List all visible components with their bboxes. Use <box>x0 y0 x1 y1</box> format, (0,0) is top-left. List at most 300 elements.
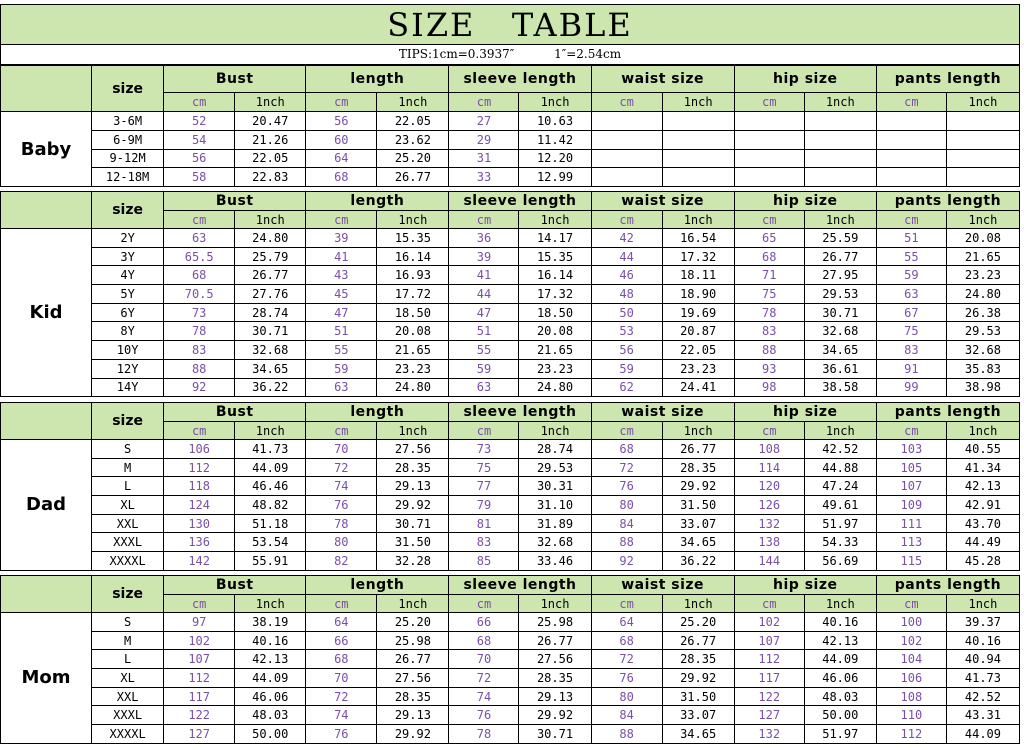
measure-cm-cell: 92 <box>164 378 235 397</box>
measure-inch-cell: 48.03 <box>235 706 306 725</box>
measure-cm-cell: 93 <box>734 359 804 378</box>
measure-cm-cell: 102 <box>734 613 804 632</box>
measure-inch-cell <box>804 130 876 149</box>
size-column-header: size <box>92 576 164 613</box>
measure-cm-cell: 83 <box>449 533 519 552</box>
size-cell: S <box>92 613 164 632</box>
unit-inch-label: 1nch <box>235 211 306 229</box>
measure-inch-cell: 44.49 <box>946 533 1019 552</box>
measure-cm-cell: 80 <box>591 496 662 515</box>
measure-inch-cell: 17.32 <box>662 247 734 266</box>
measure-inch-cell: 29.53 <box>804 285 876 304</box>
size-cell: L <box>92 477 164 496</box>
measure-inch-cell <box>804 112 876 131</box>
measure-inch-cell: 22.05 <box>235 149 306 168</box>
measure-cm-cell: 78 <box>734 303 804 322</box>
measure-inch-cell: 28.35 <box>662 650 734 669</box>
measure-inch-cell: 39.37 <box>946 613 1019 632</box>
measure-cm-cell: 66 <box>449 613 519 632</box>
measure-cm-cell <box>876 168 946 187</box>
unit-inch-label: 1nch <box>519 422 591 440</box>
measure-inch-cell: 38.98 <box>946 378 1019 397</box>
measure-cm-cell: 122 <box>164 706 235 725</box>
measure-inch-cell: 34.65 <box>235 359 306 378</box>
table-row <box>1 477 1020 496</box>
unit-cm-label: cm <box>734 93 804 112</box>
measure-cm-cell: 100 <box>876 613 946 632</box>
measure-inch-cell: 44.09 <box>235 669 306 688</box>
measure-inch-cell: 34.65 <box>662 533 734 552</box>
measure-cm-cell: 63 <box>449 378 519 397</box>
measure-cm-cell: 118 <box>164 477 235 496</box>
measure-header: waist size <box>591 192 734 211</box>
table-row <box>1 669 1020 688</box>
unit-inch-label: 1nch <box>235 93 306 112</box>
measure-inch-cell: 33.46 <box>519 552 591 571</box>
unit-inch-label: 1nch <box>662 422 734 440</box>
measure-header: sleeve length <box>449 403 591 422</box>
header-corner <box>1 576 92 613</box>
measure-inch-cell: 32.28 <box>377 552 449 571</box>
measure-cm-cell: 46 <box>591 266 662 285</box>
measure-inch-cell: 20.08 <box>377 322 449 341</box>
measure-inch-cell: 31.50 <box>377 533 449 552</box>
measure-inch-cell: 51.97 <box>804 514 876 533</box>
measure-inch-cell: 23.23 <box>377 359 449 378</box>
measure-cm-cell: 39 <box>306 229 377 248</box>
measure-inch-cell: 25.20 <box>377 613 449 632</box>
measure-cm-cell: 74 <box>306 706 377 725</box>
measure-cm-cell: 63 <box>306 378 377 397</box>
measure-inch-cell: 26.77 <box>519 631 591 650</box>
measure-inch-cell: 28.35 <box>519 669 591 688</box>
unit-cm-label: cm <box>164 93 235 112</box>
measure-cm-cell: 106 <box>164 440 235 459</box>
measure-cm-cell: 51 <box>449 322 519 341</box>
measure-cm-cell: 99 <box>876 378 946 397</box>
measure-inch-cell: 31.50 <box>662 687 734 706</box>
measure-cm-cell: 82 <box>306 552 377 571</box>
measure-inch-cell: 29.13 <box>377 706 449 725</box>
measure-inch-cell: 22.83 <box>235 168 306 187</box>
section-mom <box>0 575 1020 744</box>
unit-cm-label: cm <box>449 595 519 613</box>
measure-inch-cell: 25.20 <box>662 613 734 632</box>
size-cell: 5Y <box>92 285 164 304</box>
measure-cm-cell: 70 <box>306 669 377 688</box>
measure-cm-cell: 53 <box>591 322 662 341</box>
size-cell: 4Y <box>92 266 164 285</box>
measure-inch-cell: 46.06 <box>235 687 306 706</box>
measure-cm-cell: 132 <box>734 725 804 744</box>
unit-inch-label: 1nch <box>946 422 1019 440</box>
measure-inch-cell: 22.05 <box>662 341 734 360</box>
measure-inch-cell: 23.23 <box>519 359 591 378</box>
unit-cm-label: cm <box>306 595 377 613</box>
measure-inch-cell: 56.69 <box>804 552 876 571</box>
measure-cm-cell: 39 <box>449 247 519 266</box>
measure-cm-cell: 85 <box>449 552 519 571</box>
size-cell: 6-9M <box>92 130 164 149</box>
group-header-row <box>1 403 1020 422</box>
measure-inch-cell: 44.09 <box>804 650 876 669</box>
measure-inch-cell: 20.08 <box>519 322 591 341</box>
measure-cm-cell: 64 <box>306 613 377 632</box>
table-row <box>1 341 1020 360</box>
measure-inch-cell: 27.95 <box>804 266 876 285</box>
measure-cm-cell: 66 <box>306 631 377 650</box>
measure-inch-cell: 23.23 <box>946 266 1019 285</box>
measure-inch-cell: 14.17 <box>519 229 591 248</box>
measure-inch-cell: 46.46 <box>235 477 306 496</box>
measure-cm-cell: 72 <box>449 669 519 688</box>
measure-inch-cell: 26.38 <box>946 303 1019 322</box>
size-cell: 3-6M <box>92 112 164 131</box>
measure-inch-cell: 31.50 <box>662 496 734 515</box>
measure-inch-cell: 23.62 <box>377 130 449 149</box>
measure-inch-cell: 29.92 <box>377 725 449 744</box>
measure-cm-cell: 88 <box>164 359 235 378</box>
measure-cm-cell: 68 <box>591 631 662 650</box>
unit-cm-label: cm <box>306 422 377 440</box>
measure-cm-cell: 83 <box>164 341 235 360</box>
unit-cm-label: cm <box>449 422 519 440</box>
measure-cm-cell: 80 <box>591 687 662 706</box>
measure-inch-cell: 41.34 <box>946 458 1019 477</box>
measure-cm-cell: 112 <box>734 650 804 669</box>
size-column-header: size <box>92 66 164 112</box>
conversion-tips <box>0 45 1020 65</box>
measure-cm-cell: 130 <box>164 514 235 533</box>
measure-cm-cell: 111 <box>876 514 946 533</box>
measure-inch-cell: 26.77 <box>377 168 449 187</box>
measure-cm-cell: 76 <box>449 706 519 725</box>
measure-inch-cell: 30.71 <box>804 303 876 322</box>
measure-header: waist size <box>591 576 734 595</box>
measure-cm-cell <box>591 130 662 149</box>
unit-cm-label: cm <box>306 93 377 112</box>
measure-cm-cell: 73 <box>449 440 519 459</box>
measure-inch-cell: 19.69 <box>662 303 734 322</box>
measure-cm-cell: 33 <box>449 168 519 187</box>
size-cell: 9-12M <box>92 149 164 168</box>
measure-inch-cell: 15.35 <box>519 247 591 266</box>
measure-cm-cell: 65.5 <box>164 247 235 266</box>
size-cell: 3Y <box>92 247 164 266</box>
size-cell: 14Y <box>92 378 164 397</box>
measure-cm-cell: 56 <box>164 149 235 168</box>
measure-inch-cell: 55.91 <box>235 552 306 571</box>
measure-inch-cell: 36.61 <box>804 359 876 378</box>
measure-cm-cell: 70 <box>306 440 377 459</box>
measure-cm-cell <box>591 149 662 168</box>
measure-cm-cell <box>591 168 662 187</box>
table-row <box>1 266 1020 285</box>
unit-cm-label: cm <box>306 211 377 229</box>
measure-inch-cell: 45.28 <box>946 552 1019 571</box>
measure-inch-cell: 27.56 <box>377 440 449 459</box>
measure-inch-cell: 17.72 <box>377 285 449 304</box>
measure-inch-cell: 35.83 <box>946 359 1019 378</box>
measure-inch-cell: 28.35 <box>377 687 449 706</box>
measure-inch-cell: 38.19 <box>235 613 306 632</box>
measure-cm-cell: 127 <box>734 706 804 725</box>
measure-cm-cell: 88 <box>734 341 804 360</box>
measure-inch-cell <box>946 168 1019 187</box>
unit-inch-label: 1nch <box>804 595 876 613</box>
measure-inch-cell: 17.32 <box>519 285 591 304</box>
page-title: SIZE TABLE <box>0 4 1020 45</box>
measure-inch-cell: 40.16 <box>235 631 306 650</box>
size-cell: XXXL <box>92 706 164 725</box>
measure-cm-cell: 51 <box>876 229 946 248</box>
measure-inch-cell: 32.68 <box>804 322 876 341</box>
measure-cm-cell: 56 <box>591 341 662 360</box>
measure-cm-cell: 108 <box>876 687 946 706</box>
measure-inch-cell: 27.56 <box>519 650 591 669</box>
measure-cm-cell: 41 <box>449 266 519 285</box>
measure-inch-cell: 21.26 <box>235 130 306 149</box>
measure-inch-cell: 25.59 <box>804 229 876 248</box>
measure-cm-cell: 45 <box>306 285 377 304</box>
measure-header: length <box>306 192 449 211</box>
measure-cm-cell: 76 <box>306 725 377 744</box>
unit-inch-label: 1nch <box>804 422 876 440</box>
measure-cm-cell: 76 <box>591 477 662 496</box>
measure-inch-cell: 54.33 <box>804 533 876 552</box>
measure-cm-cell: 72 <box>306 458 377 477</box>
measure-cm-cell: 109 <box>876 496 946 515</box>
table-row <box>1 613 1020 632</box>
measure-cm-cell: 59 <box>306 359 377 378</box>
measure-inch-cell: 40.16 <box>804 613 876 632</box>
measure-cm-cell: 84 <box>591 514 662 533</box>
table-row <box>1 725 1020 744</box>
measure-cm-cell: 107 <box>876 477 946 496</box>
unit-inch-label: 1nch <box>946 595 1019 613</box>
measure-inch-cell: 44.09 <box>235 458 306 477</box>
table-row <box>1 514 1020 533</box>
measure-cm-cell: 70.5 <box>164 285 235 304</box>
table-row <box>1 496 1020 515</box>
measure-cm-cell: 70 <box>449 650 519 669</box>
unit-inch-label: 1nch <box>519 595 591 613</box>
measure-inch-cell: 43.31 <box>946 706 1019 725</box>
unit-inch-label: 1nch <box>662 93 734 112</box>
measure-cm-cell: 68 <box>306 168 377 187</box>
measure-cm-cell: 102 <box>164 631 235 650</box>
measure-inch-cell: 12.20 <box>519 149 591 168</box>
unit-inch-label: 1nch <box>804 93 876 112</box>
measure-inch-cell: 42.13 <box>946 477 1019 496</box>
measure-inch-cell: 30.31 <box>519 477 591 496</box>
unit-cm-label: cm <box>591 422 662 440</box>
measure-inch-cell: 42.13 <box>804 631 876 650</box>
unit-inch-label: 1nch <box>662 595 734 613</box>
category-label: Mom <box>1 613 92 744</box>
measure-cm-cell: 41 <box>306 247 377 266</box>
measure-header: hip size <box>734 576 876 595</box>
measure-header: Bust <box>164 66 306 93</box>
measure-inch-cell: 32.68 <box>946 341 1019 360</box>
measure-inch-cell: 24.80 <box>519 378 591 397</box>
measure-cm-cell: 68 <box>449 631 519 650</box>
size-cell: M <box>92 458 164 477</box>
measure-cm-cell: 54 <box>164 130 235 149</box>
group-header-row <box>1 192 1020 211</box>
measure-inch-cell: 26.77 <box>377 650 449 669</box>
measure-header: waist size <box>591 403 734 422</box>
size-cell: 12Y <box>92 359 164 378</box>
measure-inch-cell: 23.23 <box>662 359 734 378</box>
measure-inch-cell: 29.13 <box>377 477 449 496</box>
measure-inch-cell: 32.68 <box>519 533 591 552</box>
header-corner <box>1 192 92 229</box>
unit-inch-label: 1nch <box>235 595 306 613</box>
measure-header: pants length <box>876 66 1019 93</box>
measure-cm-cell: 127 <box>164 725 235 744</box>
measure-inch-cell: 16.54 <box>662 229 734 248</box>
measure-cm-cell: 144 <box>734 552 804 571</box>
unit-cm-label: cm <box>591 211 662 229</box>
measure-cm-cell: 98 <box>734 378 804 397</box>
measure-cm-cell: 64 <box>306 149 377 168</box>
measure-cm-cell: 88 <box>591 533 662 552</box>
measure-cm-cell <box>876 112 946 131</box>
measure-cm-cell: 107 <box>734 631 804 650</box>
tips-inch-to-cm: 1″=2.54cm <box>554 47 622 61</box>
measure-inch-cell: 28.74 <box>519 440 591 459</box>
unit-inch-label: 1nch <box>946 93 1019 112</box>
measure-inch-cell: 15.35 <box>377 229 449 248</box>
measure-header: length <box>306 66 449 93</box>
measure-inch-cell: 44.88 <box>804 458 876 477</box>
unit-cm-label: cm <box>734 422 804 440</box>
measure-inch-cell: 30.71 <box>377 514 449 533</box>
size-cell: XXL <box>92 687 164 706</box>
unit-cm-label: cm <box>164 422 235 440</box>
measure-inch-cell: 28.74 <box>235 303 306 322</box>
size-cell: XL <box>92 496 164 515</box>
measure-cm-cell: 120 <box>734 477 804 496</box>
measure-inch-cell: 33.07 <box>662 514 734 533</box>
measure-inch-cell: 29.92 <box>662 477 734 496</box>
unit-cm-label: cm <box>449 93 519 112</box>
measure-inch-cell: 31.89 <box>519 514 591 533</box>
size-cell: M <box>92 631 164 650</box>
measure-cm-cell: 122 <box>734 687 804 706</box>
measure-inch-cell <box>946 149 1019 168</box>
unit-cm-label: cm <box>591 93 662 112</box>
measure-inch-cell: 44.09 <box>946 725 1019 744</box>
measure-inch-cell: 20.47 <box>235 112 306 131</box>
measure-cm-cell: 63 <box>164 229 235 248</box>
measure-inch-cell: 16.14 <box>377 247 449 266</box>
measure-cm-cell: 76 <box>306 496 377 515</box>
measure-inch-cell: 34.65 <box>662 725 734 744</box>
measure-cm-cell: 108 <box>734 440 804 459</box>
measure-inch-cell <box>946 112 1019 131</box>
measure-inch-cell: 40.16 <box>946 631 1019 650</box>
measure-header: pants length <box>876 403 1019 422</box>
measure-cm-cell: 31 <box>449 149 519 168</box>
measure-inch-cell: 30.71 <box>519 725 591 744</box>
measure-inch-cell: 11.42 <box>519 130 591 149</box>
measure-inch-cell: 20.87 <box>662 322 734 341</box>
measure-inch-cell: 29.13 <box>519 687 591 706</box>
measure-inch-cell: 40.94 <box>946 650 1019 669</box>
measure-cm-cell: 114 <box>734 458 804 477</box>
measure-inch-cell <box>804 168 876 187</box>
measure-inch-cell: 26.77 <box>235 266 306 285</box>
table-row <box>1 229 1020 248</box>
measure-inch-cell: 10.63 <box>519 112 591 131</box>
measure-cm-cell: 142 <box>164 552 235 571</box>
table-row <box>1 359 1020 378</box>
unit-cm-label: cm <box>876 595 946 613</box>
measure-header: Bust <box>164 403 306 422</box>
measure-inch-cell: 16.14 <box>519 266 591 285</box>
measure-cm-cell: 132 <box>734 514 804 533</box>
unit-inch-label: 1nch <box>662 211 734 229</box>
measure-inch-cell: 21.65 <box>946 247 1019 266</box>
measure-cm-cell: 68 <box>164 266 235 285</box>
measure-inch-cell <box>804 149 876 168</box>
measure-cm-cell: 68 <box>734 247 804 266</box>
measure-cm-cell: 55 <box>306 341 377 360</box>
measure-cm-cell: 78 <box>164 322 235 341</box>
table-row <box>1 533 1020 552</box>
group-header-row <box>1 66 1020 93</box>
measure-cm-cell: 52 <box>164 112 235 131</box>
measure-cm-cell: 59 <box>876 266 946 285</box>
measure-cm-cell: 42 <box>591 229 662 248</box>
measure-cm-cell: 47 <box>449 303 519 322</box>
measure-cm-cell: 75 <box>876 322 946 341</box>
measure-inch-cell: 42.13 <box>235 650 306 669</box>
measure-inch-cell: 18.11 <box>662 266 734 285</box>
unit-inch-label: 1nch <box>377 211 449 229</box>
table-row <box>1 650 1020 669</box>
measure-inch-cell: 42.91 <box>946 496 1019 515</box>
unit-cm-label: cm <box>449 211 519 229</box>
unit-cm-label: cm <box>876 211 946 229</box>
size-cell: 2Y <box>92 229 164 248</box>
measure-cm-cell: 72 <box>591 458 662 477</box>
measure-inch-cell <box>662 112 734 131</box>
measure-inch-cell: 24.80 <box>377 378 449 397</box>
measure-cm-cell <box>734 168 804 187</box>
section-baby <box>0 65 1020 187</box>
unit-cm-label: cm <box>876 93 946 112</box>
measure-cm-cell: 126 <box>734 496 804 515</box>
category-label: Kid <box>1 229 92 397</box>
measure-cm-cell <box>734 149 804 168</box>
measure-cm-cell: 59 <box>591 359 662 378</box>
size-cell: 8Y <box>92 322 164 341</box>
measure-inch-cell: 26.77 <box>804 247 876 266</box>
measure-inch-cell: 25.98 <box>519 613 591 632</box>
measure-cm-cell: 113 <box>876 533 946 552</box>
measure-inch-cell: 40.55 <box>946 440 1019 459</box>
measure-inch-cell: 18.50 <box>519 303 591 322</box>
measure-inch-cell: 50.00 <box>235 725 306 744</box>
category-label: Baby <box>1 112 92 187</box>
measure-cm-cell: 136 <box>164 533 235 552</box>
measure-header: hip size <box>734 192 876 211</box>
measure-cm-cell: 72 <box>591 650 662 669</box>
measure-cm-cell: 63 <box>876 285 946 304</box>
